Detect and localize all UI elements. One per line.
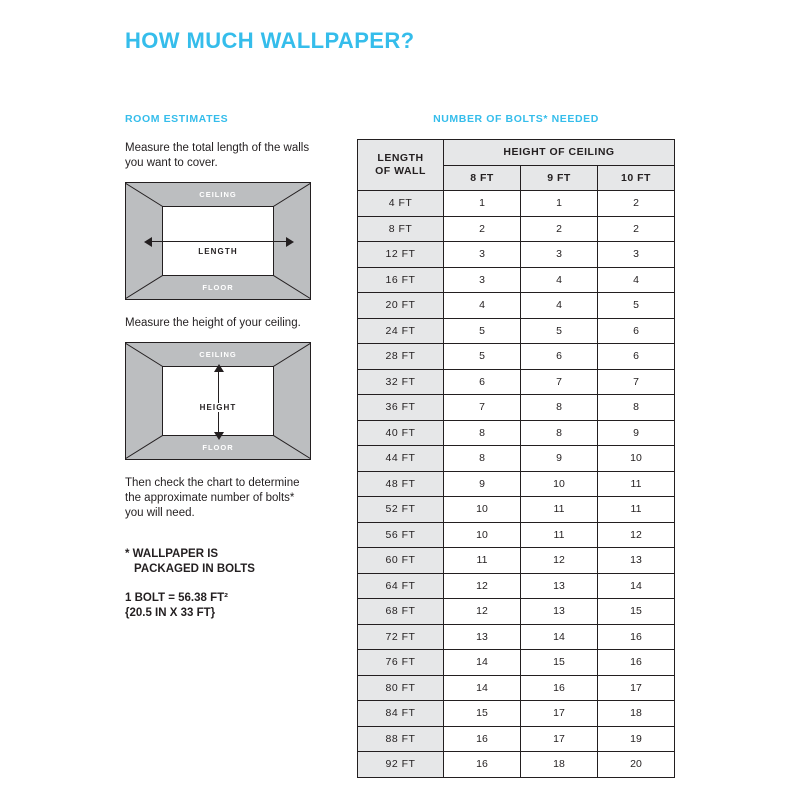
bolts-cell: 20 [598, 752, 675, 778]
row-header-length: 92 FT [358, 752, 444, 778]
bolts-cell: 8 [521, 395, 598, 421]
row-header-length: 76 FT [358, 650, 444, 676]
table-row [358, 216, 675, 242]
bolts-cell: 17 [521, 726, 598, 752]
table-row [358, 701, 675, 727]
row-header-length: 8 FT [358, 216, 444, 242]
bolts-cell: 10 [521, 471, 598, 497]
bolts-cell: 1 [444, 191, 521, 217]
corner-header [358, 140, 444, 191]
row-header-length: 36 FT [358, 395, 444, 421]
row-header-length: 84 FT [358, 701, 444, 727]
bolts-cell: 5 [598, 293, 675, 319]
bolts-cell: 10 [444, 497, 521, 523]
bolts-cell: 5 [444, 344, 521, 370]
bolts-table-section [357, 113, 675, 778]
ceiling-label: CEILING [199, 350, 237, 359]
table-row [358, 624, 675, 650]
instruction-measure-height: Measure the height of your ceiling. [125, 317, 301, 329]
height-arrow-bottom-head [214, 432, 224, 440]
bolts-cell: 3 [521, 242, 598, 268]
bolts-cell: 4 [598, 267, 675, 293]
instruction-check-chart: Then check the chart to determine the approximate number of bolts* you will need. [125, 477, 300, 519]
row-header-length: 60 FT [358, 548, 444, 574]
bolts-cell: 14 [521, 624, 598, 650]
table-row [358, 752, 675, 778]
table-row [358, 573, 675, 599]
bolts-cell: 7 [521, 369, 598, 395]
bolts-cell: 7 [444, 395, 521, 421]
room-diagram-height [125, 342, 311, 460]
bolts-cell: 15 [521, 650, 598, 676]
bolts-cell: 6 [598, 344, 675, 370]
row-header-length: 80 FT [358, 675, 444, 701]
row-header-length: 44 FT [358, 446, 444, 472]
bolts-cell: 9 [598, 420, 675, 446]
note-line-2: PACKAGED IN BOLTS [134, 563, 255, 575]
bolts-cell: 6 [598, 318, 675, 344]
bolts-cell: 4 [521, 293, 598, 319]
bolts-cell: 11 [521, 522, 598, 548]
row-header-length: 64 FT [358, 573, 444, 599]
table-row [358, 344, 675, 370]
note-line-1: * WALLPAPER IS [125, 548, 219, 560]
bolts-cell: 13 [521, 599, 598, 625]
bolts-cell: 2 [521, 216, 598, 242]
bolts-cell: 16 [444, 726, 521, 752]
bolt-dimensions: {20.5 IN X 33 FT} [125, 607, 216, 619]
table-row [358, 599, 675, 625]
bolts-cell: 3 [444, 267, 521, 293]
row-header-length: 12 FT [358, 242, 444, 268]
ceiling-label: CEILING [199, 190, 237, 199]
row-header-length: 24 FT [358, 318, 444, 344]
table-caption: NUMBER OF BOLTS* NEEDED [433, 113, 599, 125]
bolts-cell: 15 [444, 701, 521, 727]
table-row [358, 675, 675, 701]
table-body [358, 191, 675, 778]
bolts-cell: 13 [598, 548, 675, 574]
bolts-cell: 9 [521, 446, 598, 472]
bolts-cell: 14 [598, 573, 675, 599]
row-header-length: 28 FT [358, 344, 444, 370]
bolts-cell: 2 [598, 216, 675, 242]
row-header-length: 48 FT [358, 471, 444, 497]
bolts-cell: 12 [444, 573, 521, 599]
table-row [358, 293, 675, 319]
table-row [358, 548, 675, 574]
bolts-cell: 11 [444, 548, 521, 574]
table-header-row-1 [358, 140, 675, 166]
bolts-cell: 8 [598, 395, 675, 421]
bolts-cell: 4 [444, 293, 521, 319]
table-row [358, 420, 675, 446]
bolts-cell: 8 [444, 420, 521, 446]
bolts-cell: 14 [444, 650, 521, 676]
length-arrow-line [150, 241, 288, 242]
row-header-length: 88 FT [358, 726, 444, 752]
table-row [358, 650, 675, 676]
corner-header-line1: LENGTH [377, 152, 424, 164]
bolts-cell: 2 [444, 216, 521, 242]
col-header-9ft: 9 FT [521, 165, 598, 191]
bolts-cell: 14 [444, 675, 521, 701]
bolts-cell: 12 [444, 599, 521, 625]
length-arrow-left-head [144, 237, 152, 247]
bolts-cell: 17 [521, 701, 598, 727]
table-row [358, 191, 675, 217]
height-label: HEIGHT [197, 403, 240, 412]
bolts-cell: 7 [598, 369, 675, 395]
table-row [358, 242, 675, 268]
bolts-cell: 16 [598, 624, 675, 650]
room-diagram-length [125, 182, 311, 300]
bolts-table [357, 139, 675, 778]
bolts-cell: 12 [598, 522, 675, 548]
table-row [358, 369, 675, 395]
bolts-cell: 13 [444, 624, 521, 650]
bolts-cell: 2 [598, 191, 675, 217]
bolts-cell: 16 [598, 650, 675, 676]
row-header-length: 56 FT [358, 522, 444, 548]
bolts-cell: 1 [521, 191, 598, 217]
row-header-length: 52 FT [358, 497, 444, 523]
bolts-cell: 17 [598, 675, 675, 701]
bolts-cell: 18 [598, 701, 675, 727]
table-row [358, 318, 675, 344]
group-header-height-of-ceiling: HEIGHT OF CEILING [444, 140, 675, 166]
table-row [358, 522, 675, 548]
room-estimates-section [125, 113, 325, 621]
table-row [358, 471, 675, 497]
bolts-cell: 6 [444, 369, 521, 395]
table-row [358, 497, 675, 523]
col-header-10ft: 10 FT [598, 165, 675, 191]
bolts-cell: 5 [521, 318, 598, 344]
bolts-cell: 6 [521, 344, 598, 370]
row-header-length: 72 FT [358, 624, 444, 650]
bolts-cell: 3 [444, 242, 521, 268]
wallpaper-note [125, 547, 325, 577]
corner-header-line2: OF WALL [375, 165, 426, 177]
bolt-size-note [125, 591, 325, 621]
bolts-cell: 13 [521, 573, 598, 599]
bolts-cell: 11 [598, 471, 675, 497]
bolt-area: 1 BOLT = 56.38 FT² [125, 592, 228, 604]
table-row [358, 726, 675, 752]
row-header-length: 68 FT [358, 599, 444, 625]
table-row [358, 446, 675, 472]
section-heading-room-estimates: ROOM ESTIMATES [125, 113, 229, 125]
table-row [358, 267, 675, 293]
row-header-length: 4 FT [358, 191, 444, 217]
length-label: LENGTH [198, 247, 238, 256]
table-row [358, 395, 675, 421]
height-arrow-top-head [214, 364, 224, 372]
col-header-8ft: 8 FT [444, 165, 521, 191]
page-title: HOW MUCH WALLPAPER? [125, 28, 415, 53]
length-arrow-right-head [286, 237, 294, 247]
floor-label: FLOOR [202, 443, 234, 452]
bolts-cell: 10 [444, 522, 521, 548]
row-header-length: 40 FT [358, 420, 444, 446]
bolts-cell: 5 [444, 318, 521, 344]
bolts-cell: 11 [521, 497, 598, 523]
row-header-length: 20 FT [358, 293, 444, 319]
bolts-cell: 18 [521, 752, 598, 778]
bolts-cell: 4 [521, 267, 598, 293]
bolts-cell: 3 [598, 242, 675, 268]
bolts-cell: 15 [598, 599, 675, 625]
row-header-length: 32 FT [358, 369, 444, 395]
bolts-cell: 9 [444, 471, 521, 497]
row-header-length: 16 FT [358, 267, 444, 293]
bolts-cell: 19 [598, 726, 675, 752]
bolts-cell: 11 [598, 497, 675, 523]
instruction-measure-length: Measure the total length of the walls you want to cover. [125, 142, 310, 169]
bolts-cell: 10 [598, 446, 675, 472]
bolts-cell: 16 [521, 675, 598, 701]
bolts-cell: 16 [444, 752, 521, 778]
table-header [358, 140, 675, 191]
bolts-cell: 8 [444, 446, 521, 472]
floor-label: FLOOR [202, 283, 234, 292]
bolts-cell: 12 [521, 548, 598, 574]
bolts-cell: 8 [521, 420, 598, 446]
